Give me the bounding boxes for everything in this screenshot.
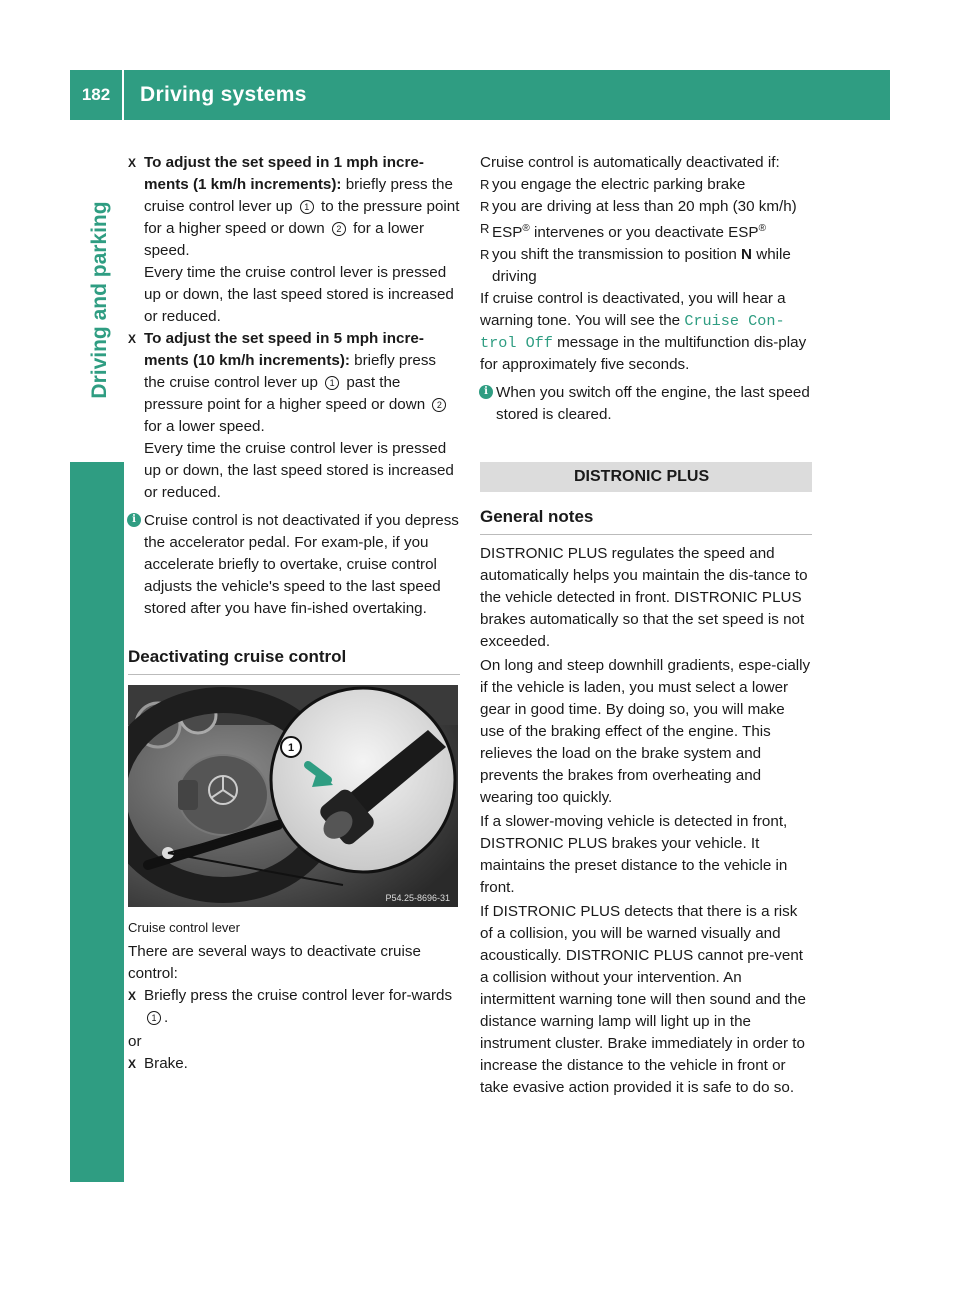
callout-1-icon: 1 [300,200,314,214]
left-column [128,152,460,1075]
step-arrow: X [128,989,137,1003]
step-arrow: X [128,1057,137,1071]
step-text: briefly press the cruise control lever up [144,176,453,215]
paragraph-text: message in the multifunction dis-play for approximately five seconds. [480,334,807,373]
step-adjust-1mph [128,152,460,328]
info-note [480,382,812,426]
step-text: to the pressure point for a higher speed or down [144,198,460,237]
subheading-deactivating: Deactivating cruise control [128,646,460,675]
paragraph-text: If cruise control is deactivated, you will hear a warning tone. You will see the [480,290,786,329]
list-item-text: intervenes or you deactivate ESP [529,224,759,241]
list-item-text: ESP [492,224,523,241]
paragraph: On long and steep downhill gradients, espe-cially if the vehicle is laden, you must select a lower gear in good time. By doing so, you will make use of the braking effect of the engine. This relieves the load on the brake system and prevents the brakes from overheating and wearing too quickly. [480,657,811,806]
list-item [480,244,812,288]
step-heading: To adjust the set speed in 1 mph incre-ments (1 km/h increments): [144,154,424,193]
bullet-mark: R [480,177,490,192]
section-heading: DISTRONIC PLUS [480,462,812,492]
list-item [480,174,812,196]
step-arrow: X [128,332,137,346]
figure-callout-1: 1 [287,742,295,754]
step-arrow: X [128,156,137,170]
list-item-text: while driving [492,246,791,285]
page-number: 182 [70,70,124,120]
step-heading: To adjust the set speed in 5 mph incre-ments (10 km/h increments): [144,330,424,369]
side-chapter-label [80,140,120,460]
step-text: . [164,1009,169,1026]
figure-caption: Cruise control lever [128,920,240,935]
bullet-mark: R [480,221,490,236]
side-chapter-text: Driving and parking [88,201,111,399]
paragraph: There are several ways to deactivate cruise control: [128,943,421,982]
paragraph [480,288,812,376]
paragraph: DISTRONIC PLUS regulates the speed and automatically helps you maintain the dis-tance to the vehicle detected in front. DISTRONIC PLUS brakes automatically so that the set speed is not exceeded. [480,545,808,650]
callout-1-icon: 1 [147,1011,161,1025]
list-item-text: you engage the electric parking brake [492,176,746,193]
info-note [128,510,460,620]
subheading-general-notes: General notes [480,506,812,535]
list-item-text: you shift the transmission to position [492,246,742,263]
step-text: Every time the cruise control lever is pressed up or down, the last speed stored is increased or reduced. [144,264,454,325]
step-press-forward [128,985,460,1029]
callout-2-icon: 2 [332,222,346,236]
list-item [480,196,812,218]
step-brake [128,1053,460,1075]
registered-mark: ® [522,223,530,234]
step-text: Briefly press the cruise control lever for-wards [144,987,453,1004]
step-text: past the pressure point for a higher speed or down [144,374,430,413]
side-tab [70,462,124,1182]
list-item-text: you are driving at less than 20 mph (30 km/h) [492,198,797,215]
info-icon: i [127,513,141,527]
display-message: Cruise Con-trol Off [480,312,785,352]
step-text: Brake. [144,1055,188,1072]
cruise-control-lever-figure [128,685,458,907]
bullet-mark: R [480,247,490,262]
registered-mark: ® [758,223,766,234]
position-n: N [741,246,752,263]
figure-illustration [128,685,458,907]
step-adjust-5mph [128,328,460,504]
callout-1-icon: 1 [325,376,339,390]
paragraph: If DISTRONIC PLUS detects that there is a risk of a collision, you will be warned visually and acoustically. DISTRONIC PLUS cannot pre-vent a collision without your intervention. An intermittent warning tone will then sound and the distance warning lamp will light up in the instrument cluster. Brake immediately in order to increase the distance to the vehicle in front or take evasive action provided it is safe to do so. [480,903,806,1096]
bullet-mark: R [480,199,490,214]
paragraph: If a slower-moving vehicle is detected in front, DISTRONIC PLUS brakes your vehicle. It maintains the preset distance to the vehicle in front. [480,813,788,896]
step-text: briefly press the cruise control lever up [144,352,437,391]
step-text: for a lower speed. [144,220,425,259]
list-item [480,218,812,244]
step-text: for a lower speed. [144,418,265,435]
paragraph: Cruise control is automatically deactivated if: [480,154,780,171]
or-text: or [128,1033,142,1050]
note-text: When you switch off the engine, the last speed stored is cleared. [496,384,810,423]
figure-code: P54.25-8696-31 [385,893,450,903]
step-text: Every time the cruise control lever is pressed up or down, the last speed stored is increased or reduced. [144,440,454,501]
info-icon: i [479,385,493,399]
callout-2-icon: 2 [432,398,446,412]
page-title: Driving systems [140,83,307,106]
note-text: Cruise control is not deactivated if you depress the accelerator pedal. For exam-ple, if you accelerate briefly to overtake, cruise control adjusts the vehicle's speed to the last speed stored after you have fin-ished overtaking. [144,512,459,617]
right-column [480,152,812,1099]
